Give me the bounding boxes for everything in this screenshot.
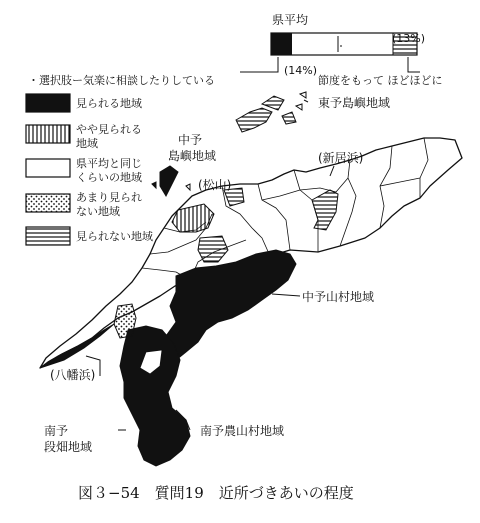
- peninsula: [40, 324, 114, 368]
- label-nanyo-2: 段畑地域: [44, 440, 93, 454]
- label-niihama: (新居浜): [318, 151, 364, 165]
- higashiyo-islands: [236, 92, 306, 132]
- legend-label-somewhat-2: 地域: [76, 137, 98, 150]
- label-chuyo-island-1: 中予: [178, 133, 203, 147]
- legend-label-average-1: 県平均と同じ: [76, 157, 142, 170]
- scale-note-right: 節度をもって ほどほどに: [318, 74, 443, 87]
- label-matsuyama: (松山): [198, 178, 232, 192]
- label-nanyo-farm: 南予農山村地域: [200, 424, 285, 438]
- legend-label-seen: 見られる地域: [76, 97, 142, 110]
- label-nanyo-1: 南予: [44, 424, 69, 438]
- legend-swatches: [26, 94, 70, 245]
- scale-title: 県平均: [272, 13, 309, 27]
- legend-label-average-2: くらいの地域: [76, 171, 142, 184]
- legend-label-rare-2: ない地域: [76, 205, 120, 218]
- legend-label-not-seen: 見られない地域: [76, 230, 153, 243]
- legend-label-somewhat-1: やや見られる: [76, 123, 142, 136]
- figure-caption: 図３−54 質問19 近所づきあいの程度: [78, 484, 354, 502]
- scale-left-pct: (14%): [284, 64, 318, 77]
- legend-label-rare-1: あまり見られ: [76, 191, 142, 204]
- label-yawatahama: (八幡浜): [50, 368, 96, 382]
- scale-note-left: ・選択肢ー気楽に相談したりしている: [28, 74, 215, 87]
- chuyo-island: [160, 166, 178, 196]
- matsuyama-region: [172, 204, 214, 232]
- label-chuyo-island-2: 島嶼地域: [168, 149, 217, 163]
- yawatahama-region: [114, 304, 136, 338]
- label-higashiyo: 東予島嶼地域: [318, 96, 391, 110]
- label-chuyo-mountain: 中予山村地域: [302, 290, 375, 304]
- scale-right-pct: (13%): [392, 32, 426, 45]
